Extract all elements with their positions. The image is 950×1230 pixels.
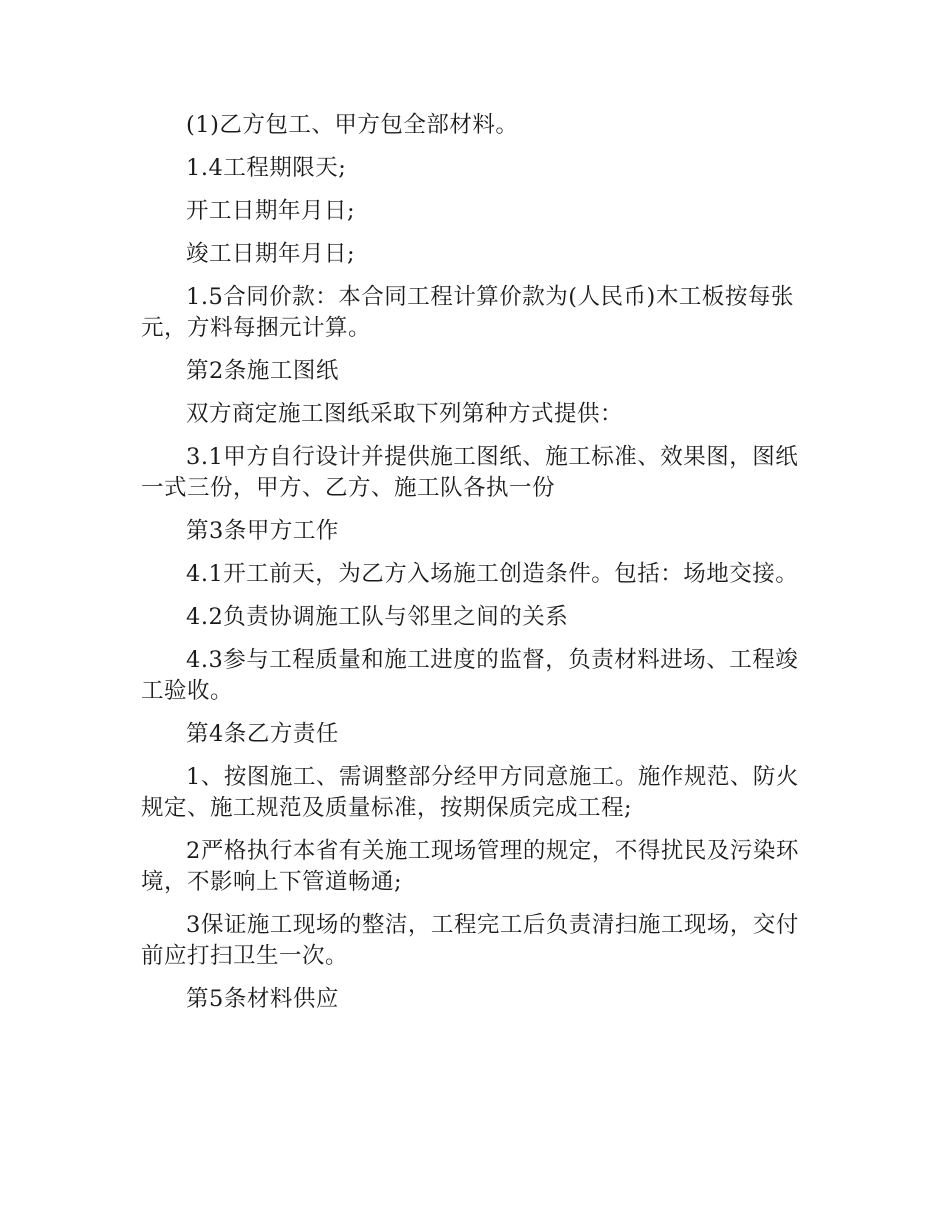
- paragraph-quality-supervision: 4.3参与工程质量和施工进度的监督，负责材料进场、工程竣工验收。: [141, 647, 799, 704]
- paragraph-project-duration: 1.4工程期限天;: [186, 155, 347, 181]
- paragraph-site-cleanliness: 3保证施工现场的整洁，工程完工后负责清扫施工现场，交付前应打扫卫生一次。: [141, 912, 799, 969]
- section-heading-party-b: 第4条乙方责任: [186, 721, 339, 747]
- paragraph-drawing-method: 双方商定施工图纸采取下列第种方式提供：: [186, 401, 624, 427]
- paragraph-start-date: 开工日期年月日;: [186, 198, 356, 224]
- section-heading-party-a: 第3条甲方工作: [186, 518, 339, 544]
- paragraph-neighbor-coordination: 4.2负责协调施工队与邻里之间的关系: [186, 604, 569, 630]
- paragraph-drawings-supply: 3.1甲方自行设计并提供施工图纸、施工标准、效果图，图纸一式三份，甲方、乙方、施工队各执一份: [141, 444, 799, 501]
- paragraph-materials-scope: (1)乙方包工、甲方包全部材料。: [186, 112, 519, 138]
- section-heading-drawings: 第2条施工图纸: [186, 358, 339, 384]
- paragraph-construction-standards: 1、按图施工、需调整部分经甲方同意施工。施作规范、防火规定、施工规范及质量标准，按期保质完成工程;: [141, 764, 799, 821]
- paragraph-contract-price: 1.5合同价款：本合同工程计算价款为(人民币)木工板按每张元，方料每捆元计算。: [141, 284, 794, 341]
- paragraph-site-management: 2严格执行本省有关施工现场管理的规定，不得扰民及污染环境，不影响上下管道畅通;: [141, 838, 799, 895]
- document-body: [141, 110, 801, 1015]
- section-heading-materials: 第5条材料供应: [186, 986, 339, 1012]
- paragraph-site-handover: 4.1开工前天，为乙方入场施工创造条件。包括：场地交接。: [186, 561, 799, 587]
- paragraph-completion-date: 竣工日期年月日;: [186, 241, 356, 267]
